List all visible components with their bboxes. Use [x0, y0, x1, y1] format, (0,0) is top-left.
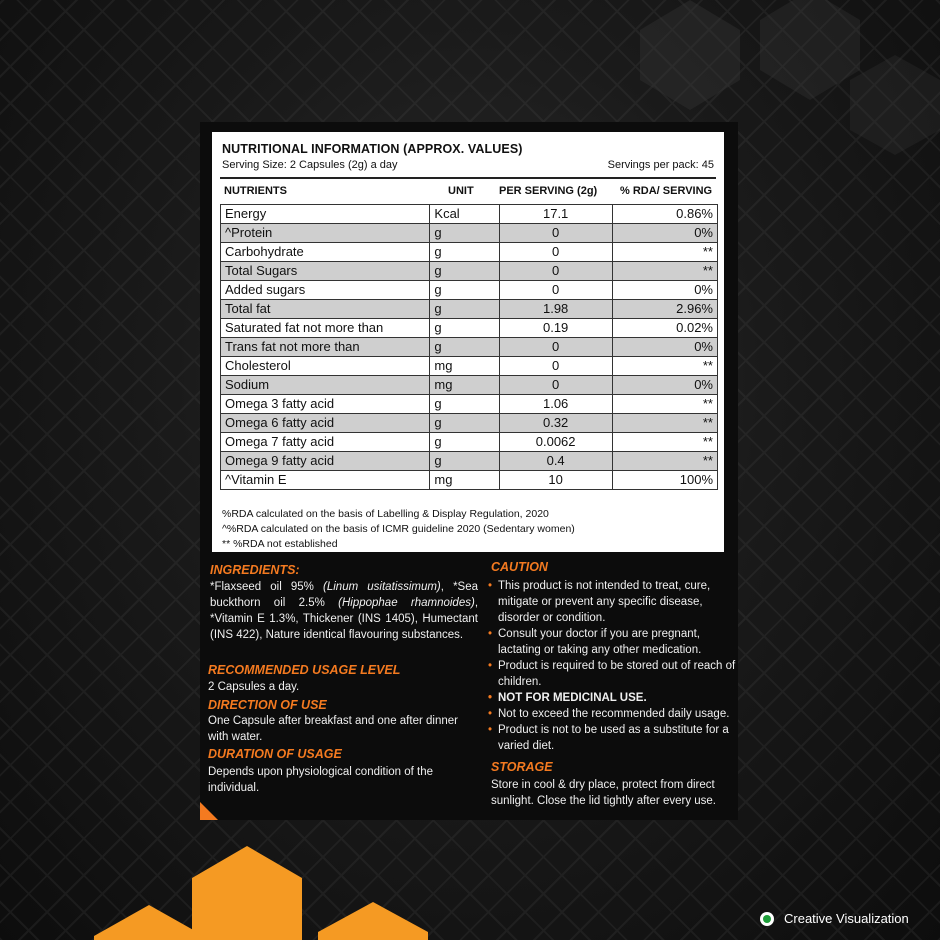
hexagon-top-right-2	[760, 0, 860, 100]
duration-heading: DURATION OF USAGE	[208, 747, 342, 761]
table-row	[221, 262, 718, 281]
ingredients-part-3: , *Vitamin E 1.3%, Thickener (INS 1405), Humectant (INS 422), Nature identical flavouring substances.	[210, 597, 479, 641]
hexagon-top-right-3	[850, 55, 940, 155]
nutrient-rda: 0.86%	[612, 205, 717, 224]
nutrient-per-serving: 0	[499, 281, 612, 300]
caution-item: • This product is not intended to treat, cure, mitigate or prevent any specific disease, disorder or condition.	[488, 578, 738, 626]
table-row	[221, 414, 718, 433]
col-header-nutrients: NUTRIENTS	[224, 185, 287, 197]
nutrient-per-serving: 10	[499, 471, 612, 490]
nutrient-name: ^Vitamin E	[221, 471, 430, 490]
nutrient-name: Omega 7 fatty acid	[221, 433, 430, 452]
ingredients-latin-1: (Linum usitatissimum)	[323, 581, 441, 593]
nutrient-name: Total fat	[221, 300, 430, 319]
header-divider	[220, 177, 716, 179]
col-header-per-serving: PER SERVING (2g)	[499, 185, 598, 197]
badge-label: Creative Visualization	[784, 911, 909, 926]
nutrition-box	[212, 132, 724, 552]
nutrient-rda: 0%	[612, 338, 717, 357]
nutrient-name: Omega 6 fatty acid	[221, 414, 430, 433]
caution-heading: CAUTION	[491, 560, 548, 574]
nutrient-name: Total Sugars	[221, 262, 430, 281]
nutrient-rda: **	[612, 433, 717, 452]
table-row	[221, 452, 718, 471]
rda-note-3: ** %RDA not established	[222, 538, 338, 550]
ingredients-text	[210, 579, 478, 643]
caution-section	[488, 578, 738, 754]
servings-per-pack: Servings per pack: 45	[607, 159, 714, 171]
nutrient-unit: g	[430, 243, 499, 262]
nutrient-per-serving: 0.4	[499, 452, 612, 471]
nutrient-name: Omega 3 fatty acid	[221, 395, 430, 414]
table-row	[221, 224, 718, 243]
nutrient-name: Cholesterol	[221, 357, 430, 376]
nutrient-rda: 100%	[612, 471, 717, 490]
nutrient-unit: g	[430, 433, 499, 452]
caution-item: • NOT FOR MEDICINAL USE.	[488, 690, 738, 706]
caution-item: • Consult your doctor if you are pregnant, lactating or taking any other medication.	[488, 626, 738, 658]
table-row	[221, 395, 718, 414]
nutrient-rda: 0%	[612, 281, 717, 300]
nutrient-rda: 0.02%	[612, 319, 717, 338]
nutrient-per-serving: 17.1	[499, 205, 612, 224]
nutrient-unit: g	[430, 300, 499, 319]
nutrient-per-serving: 1.06	[499, 395, 612, 414]
nutrient-name: Carbohydrate	[221, 243, 430, 262]
nutrient-unit: g	[430, 414, 499, 433]
nutrient-name: Trans fat not more than	[221, 338, 430, 357]
storage-heading: STORAGE	[491, 760, 553, 774]
nutrient-per-serving: 0	[499, 243, 612, 262]
nutrient-unit: g	[430, 224, 499, 243]
caution-item: • Not to exceed the recommended daily usage.	[488, 706, 738, 722]
nutrient-rda: 0%	[612, 376, 717, 395]
nutrient-name: Energy	[221, 205, 430, 224]
table-row	[221, 205, 718, 224]
table-row	[221, 281, 718, 300]
ingredients-part-1: *Flaxseed oil 95%	[210, 581, 324, 593]
orange-corner-accent	[200, 802, 218, 820]
nutrient-rda: **	[612, 262, 717, 281]
nutrient-name: Added sugars	[221, 281, 430, 300]
ingredients-latin-2: (Hippophae rhamnoides)	[338, 597, 475, 609]
table-row	[221, 471, 718, 490]
nutrient-name: ^Protein	[221, 224, 430, 243]
usage-level-text: 2 Capsules a day.	[208, 681, 300, 693]
usage-level-heading: RECOMMENDED USAGE LEVEL	[208, 663, 401, 677]
nutrient-name: Omega 9 fatty acid	[221, 452, 430, 471]
nutrient-rda: **	[612, 414, 717, 433]
table-row	[221, 319, 718, 338]
nutrition-title: NUTRITIONAL INFORMATION (APPROX. VALUES)	[222, 142, 523, 156]
nutrient-per-serving: 0	[499, 262, 612, 281]
nutrient-unit: g	[430, 319, 499, 338]
table-row	[221, 376, 718, 395]
nutrient-per-serving: 0	[499, 357, 612, 376]
rda-note-1: %RDA calculated on the basis of Labelling & Display Regulation, 2020	[222, 508, 549, 520]
nutrient-per-serving: 0.32	[499, 414, 612, 433]
serving-size: Serving Size: 2 Capsules (2g) a day	[222, 159, 398, 171]
nutrient-rda: 0%	[612, 224, 717, 243]
badge-dot-icon	[760, 912, 774, 926]
storage-text: Store in cool & dry place, protect from direct sunlight. Close the lid tightly after every use.	[491, 779, 717, 807]
nutrient-unit: mg	[430, 471, 499, 490]
nutrient-unit: g	[430, 338, 499, 357]
hexagon-orange-top	[192, 846, 302, 940]
nutrient-per-serving: 0	[499, 338, 612, 357]
nutrient-unit: Kcal	[430, 205, 499, 224]
col-header-rda: % RDA/ SERVING	[620, 185, 713, 197]
nutrient-unit: g	[430, 262, 499, 281]
hexagon-orange-left	[94, 905, 204, 940]
ingredients-part-2: , *Sea buckthorn oil 2.5%	[210, 581, 479, 609]
nutrient-rda: **	[612, 357, 717, 376]
caution-item: • Product is not to be used as a substitute for a varied diet.	[488, 722, 738, 754]
nutrient-per-serving: 0.19	[499, 319, 612, 338]
hexagon-orange-right	[318, 902, 428, 940]
table-row	[221, 357, 718, 376]
nutrition-table	[220, 204, 718, 490]
direction-text: One Capsule after breakfast and one after dinner with water.	[208, 715, 458, 743]
direction-heading: DIRECTION OF USE	[208, 698, 327, 712]
table-row	[221, 433, 718, 452]
nutrient-per-serving: 1.98	[499, 300, 612, 319]
duration-text: Depends upon physiological condition of the individual.	[208, 766, 434, 794]
nutrient-unit: g	[430, 395, 499, 414]
nutrient-rda: **	[612, 243, 717, 262]
table-row	[221, 243, 718, 262]
nutrient-unit: mg	[430, 357, 499, 376]
nutrient-per-serving: 0	[499, 376, 612, 395]
nutrient-per-serving: 0	[499, 224, 612, 243]
hexagon-top-right-1	[640, 0, 740, 110]
rda-note-2: ^%RDA calculated on the basis of ICMR guideline 2020 (Sedentary women)	[222, 523, 575, 535]
nutrient-unit: g	[430, 452, 499, 471]
nutrient-unit: g	[430, 281, 499, 300]
caution-list	[488, 578, 738, 754]
ingredients-heading: INGREDIENTS:	[210, 563, 300, 577]
nutrient-rda: 2.96%	[612, 300, 717, 319]
nutrient-rda: **	[612, 395, 717, 414]
table-row	[221, 300, 718, 319]
nutrient-rda: **	[612, 452, 717, 471]
table-row	[221, 338, 718, 357]
col-header-unit: UNIT	[448, 185, 474, 197]
caution-item: • Product is required to be stored out of reach of children.	[488, 658, 738, 690]
nutrient-name: Saturated fat not more than	[221, 319, 430, 338]
nutrient-per-serving: 0.0062	[499, 433, 612, 452]
creative-visualization-badge	[760, 911, 909, 926]
nutrient-name: Sodium	[221, 376, 430, 395]
nutrient-unit: mg	[430, 376, 499, 395]
